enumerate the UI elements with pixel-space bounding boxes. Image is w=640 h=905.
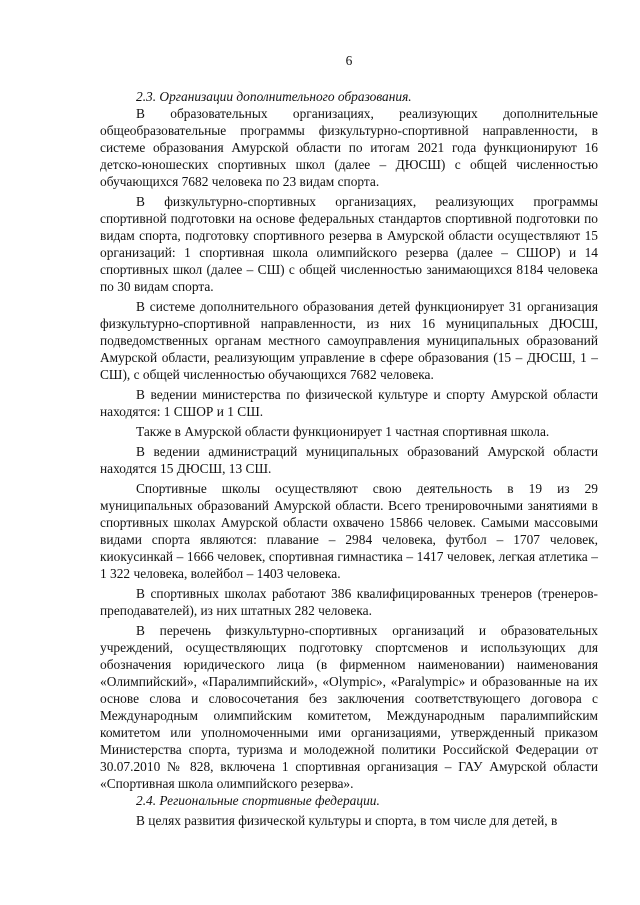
paragraph: В ведении администраций муниципальных образований Амурской области находятся 15 ДЮСШ, 13 СШ.: [100, 444, 598, 476]
section-2-3: [100, 88, 598, 792]
document-page: [100, 52, 598, 829]
paragraph: В системе дополнительного образования детей функционирует 31 организация физкультурно-спортивной направленности, из них 16 муниципальных ДЮСШ, подведомственных органам местного самоуправления муниципальных образований Амурской области, реализующим управление в сфере образования (15 – ДЮСШ, 1 – СШ), с общей численностью обучающихся 7682 человека.: [100, 299, 598, 382]
paragraph: В ведении министерства по физической культуре и спорту Амурской области находятся: 1 СШОР и 1 СШ.: [100, 387, 598, 419]
section-heading: 2.4. Региональные спортивные федерации.: [136, 793, 380, 808]
paragraph: Также в Амурской области функционирует 1 частная спортивная школа.: [136, 424, 550, 439]
section-2-4: [100, 792, 598, 829]
paragraph: В спортивных школах работают 386 квалифицированных тренеров (тренеров-преподавателей), из них штатных 282 человека.: [100, 586, 598, 618]
paragraph: В перечень физкультурно-спортивных организаций и образовательных учреждений, осуществляющих подготовку спортсменов и использующих для обозначения юридического лица (в фирменном наименовании) наименования «Олимпийский», «Паралимпийский», «Olympic», «Paralympic» и образованные на их основе слова и словосочетания без заключения соответствующего договора с Международным олимпийским комитетом, Международным паралимпийским комитетом или уполномоченными ими организациями, утвержденный приказом Министерства спорта, туризма и молодежной политики Российской Федерации от 30.07.2010 № 828, включена 1 спортивная организация – ГАУ Амурской области «Спортивная школа олимпийского резерва».: [100, 623, 598, 791]
section-heading: 2.3. Организации дополнительного образования.: [136, 89, 412, 104]
page-number: 6: [345, 53, 353, 68]
paragraph: Спортивные школы осуществляют свою деятельность в 19 из 29 муниципальных образований Амурской области. Всего тренировочными занятиями в спортивных школах Амурской области охвачено 15866 человек. Самыми массовыми видами спорта являются: плавание – 2984 человека, футбол – 1707 человек, киокусинкай – 1666 человек, спортивная гимнастика – 1417 человек, легкая атлетика – 1 322 человека, волейбол – 1403 человека.: [100, 481, 598, 581]
paragraph: В физкультурно-спортивных организациях, реализующих программы спортивной подготовки на основе федеральных стандартов спортивной подготовки по видам спорта, подготовку спортивного резерва в Амурской области осуществляют 15 организаций: 1 спортивная школа олимпийского резерва (далее – СШОР) и 14 спортивных школ (далее – СШ) с общей численностью занимающихся 8184 человека по 30 видам спорта.: [100, 194, 598, 294]
paragraph: В образовательных организациях, реализующих дополнительные общеобразовательные программы физкультурно-спортивной направленности, в системе образования Амурской области по итогам 2021 года функционируют 16 детско-юношеских спортивных школ (далее – ДЮСШ) с общей численностью обучающихся 7682 человека по 23 видам спорта.: [100, 106, 598, 189]
paragraph: В целях развития физической культуры и спорта, в том числе для детей, в: [136, 813, 558, 828]
